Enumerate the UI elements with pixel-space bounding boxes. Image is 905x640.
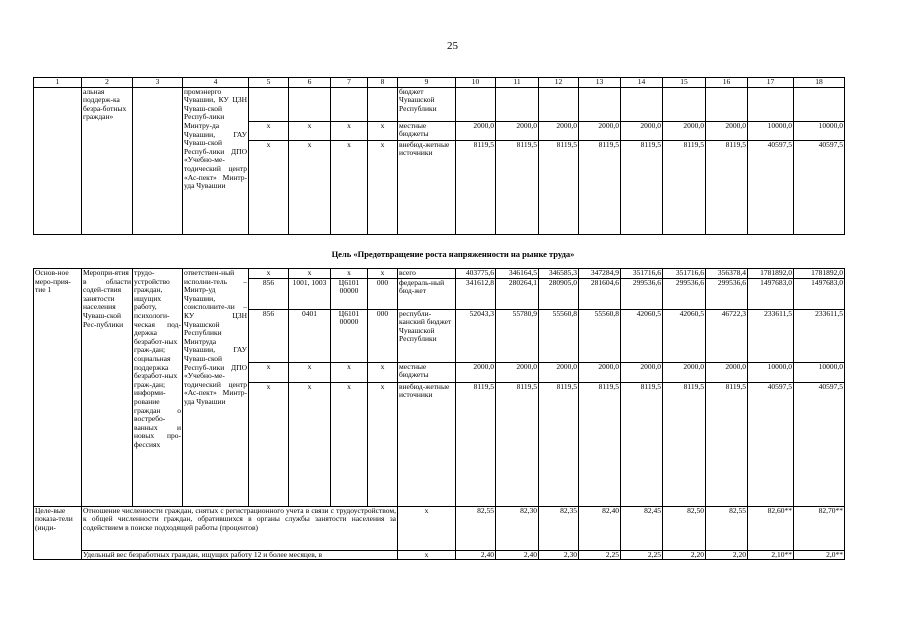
value-cell: 10000,0: [748, 362, 794, 382]
value-cell: [748, 87, 794, 121]
value-cell: 10000,0: [748, 121, 794, 140]
header-cell: 7: [331, 78, 368, 88]
value-cell: 2,20: [663, 550, 706, 560]
table-cell: [133, 87, 183, 234]
value-cell: 2000,0: [706, 121, 748, 140]
value-cell: [663, 87, 706, 121]
table-cell: х: [289, 269, 331, 279]
value-cell: 2000,0: [663, 121, 706, 140]
table-cell: х: [249, 140, 289, 234]
value-cell: 281604,6: [579, 278, 621, 309]
table-cell: х: [368, 140, 398, 234]
value-cell: [706, 87, 748, 121]
table-cell: х: [289, 140, 331, 234]
value-cell: 8119,5: [539, 140, 579, 234]
table-cell: Ц6101 00000: [331, 309, 368, 362]
executors-cell: ответствен-ный исполни-тель – Минтр-уд Чувашии, соисполните-ли – КУ ЦЗН Чувашской Республики Минтруда Чувашии, ГАУ Чуваш-ской Респуб-лики ДПО «Учебно-ме-тодический центр «Ас-пект» Минтр-уда Чувашии: [183, 269, 249, 507]
value-cell: 82,50: [663, 506, 706, 550]
value-cell: 2000,0: [496, 362, 539, 382]
header-cell: 15: [663, 78, 706, 88]
value-cell: 8119,5: [663, 140, 706, 234]
value-cell: 8119,5: [579, 382, 621, 506]
measure-name-cell: Меропри-ятия в области содей-ствия занятости населения Чуваш-ской Рес-публики: [82, 269, 133, 507]
table-cell: 856: [249, 278, 289, 309]
value-cell: 8119,5: [621, 140, 663, 234]
page-number: 25: [447, 40, 458, 52]
table-cell: х: [368, 382, 398, 506]
value-cell: 8119,5: [621, 382, 663, 506]
source-cell: внебюд-жетные источники: [398, 140, 456, 234]
value-cell: 8119,5: [496, 382, 539, 506]
section-heading: Цель «Предотвращение роста напряженности на рынке труда»: [331, 249, 575, 259]
value-cell: 280905,0: [539, 278, 579, 309]
value-cell: 280264,1: [496, 278, 539, 309]
value-cell: 2000,0: [663, 362, 706, 382]
value-cell: [621, 87, 663, 121]
header-cell: 13: [579, 78, 621, 88]
value-cell: 233611,5: [748, 309, 794, 362]
source-cell: всего: [398, 269, 456, 279]
table-cell: х: [331, 382, 368, 506]
value-cell: [539, 87, 579, 121]
value-cell: 40597,5: [748, 382, 794, 506]
value-cell: 2000,0: [621, 121, 663, 140]
header-cell: 18: [794, 78, 845, 88]
value-cell: 2000,0: [496, 121, 539, 140]
value-cell: 46722,3: [706, 309, 748, 362]
value-cell: 346164,5: [496, 269, 539, 279]
table-cell: х: [289, 382, 331, 506]
measure-name-cell: альная поддерж-ка безра-ботных граждан»: [82, 87, 133, 234]
value-cell: 40597,5: [748, 140, 794, 234]
value-cell: 2000,0: [456, 121, 496, 140]
value-cell: 82,30: [496, 506, 539, 550]
value-cell: 1781892,0: [748, 269, 794, 279]
value-cell: 299536,6: [621, 278, 663, 309]
value-cell: 1497683,0: [794, 278, 845, 309]
source-cell: внебюд-жетные источники: [398, 382, 456, 506]
table-cell: х: [331, 269, 368, 279]
table-cell: х: [368, 121, 398, 140]
source-cell: местные бюджеты: [398, 362, 456, 382]
value-cell: 403775,6: [456, 269, 496, 279]
value-cell: 2,40: [496, 550, 539, 560]
table-cell: 000: [368, 278, 398, 309]
table-cell: х: [398, 506, 456, 550]
table-cell: [331, 87, 368, 121]
header-cell: 12: [539, 78, 579, 88]
table-cell: 856: [249, 309, 289, 362]
value-cell: 2000,0: [539, 121, 579, 140]
table-cell: 000: [368, 309, 398, 362]
value-cell: 2000,0: [539, 362, 579, 382]
header-cell: 14: [621, 78, 663, 88]
table-cell: 1001, 1003: [289, 278, 331, 309]
value-cell: 299536,6: [706, 278, 748, 309]
value-cell: 8119,5: [539, 382, 579, 506]
value-cell: 8119,5: [579, 140, 621, 234]
table-cell: х: [331, 121, 368, 140]
value-cell: 356378,4: [706, 269, 748, 279]
program-table-top: [33, 77, 845, 235]
table-cell: х: [249, 362, 289, 382]
source-cell: федераль-ный бюд-жет: [398, 278, 456, 309]
table-cell: [34, 87, 82, 234]
table-cell: х: [249, 121, 289, 140]
value-cell: 2000,0: [579, 362, 621, 382]
table-cell: х: [368, 269, 398, 279]
table-cell: х: [398, 550, 456, 560]
value-cell: 10000,0: [794, 121, 845, 140]
table-cell: х: [249, 269, 289, 279]
header-cell: 17: [748, 78, 794, 88]
value-cell: 82,55: [456, 506, 496, 550]
value-cell: 8119,5: [706, 140, 748, 234]
indicator-row: [34, 506, 845, 550]
value-cell: 55780,9: [496, 309, 539, 362]
source-cell: бюджет Чувашской Республики: [398, 87, 456, 121]
value-cell: 82,60**: [748, 506, 794, 550]
indicator-row: [34, 550, 845, 560]
value-cell: 55560,8: [579, 309, 621, 362]
value-cell: 2,20: [706, 550, 748, 560]
value-cell: 1497683,0: [748, 278, 794, 309]
value-cell: 351716,6: [621, 269, 663, 279]
header-cell: 10: [456, 78, 496, 88]
value-cell: 82,70**: [794, 506, 845, 550]
indicator-text-cell: Отношение численности граждан, снятых с регистрационного учета в связи с трудоустройством, к общей численности граждан, обратившихся в органы службы занятости населения за содействием в поиске подходящей работы (процентов): [82, 506, 398, 550]
value-cell: 299536,6: [663, 278, 706, 309]
value-cell: 2,25: [579, 550, 621, 560]
header-cell: 2: [82, 78, 133, 88]
value-cell: 351716,6: [663, 269, 706, 279]
value-cell: 55560,8: [539, 309, 579, 362]
value-cell: 40597,5: [794, 140, 845, 234]
value-cell: 233611,5: [794, 309, 845, 362]
value-cell: 8119,5: [496, 140, 539, 234]
value-cell: 2,10**: [748, 550, 794, 560]
program-table-bottom: [33, 268, 845, 560]
value-cell: 82,40: [579, 506, 621, 550]
header-cell: 6: [289, 78, 331, 88]
table-cell: х: [331, 362, 368, 382]
main-activity-cell: Основ-ное меро-прия-тие 1: [34, 269, 82, 507]
value-cell: [456, 87, 496, 121]
value-cell: 2000,0: [621, 362, 663, 382]
value-cell: 2,40: [456, 550, 496, 560]
value-cell: 2000,0: [456, 362, 496, 382]
value-cell: 2,30: [539, 550, 579, 560]
header-cell: 9: [398, 78, 456, 88]
value-cell: 42060,5: [621, 309, 663, 362]
table-cell: [368, 87, 398, 121]
value-cell: 10000,0: [794, 362, 845, 382]
value-cell: 341612,8: [456, 278, 496, 309]
header-cell: 3: [133, 78, 183, 88]
header-cell: 11: [496, 78, 539, 88]
header-row: [34, 78, 845, 88]
indicator-text-cell: Удельный вес безработных граждан, ищущих работу 12 и более месяцев, в: [82, 550, 398, 560]
value-cell: 2,25: [621, 550, 663, 560]
table-cell: Ц6101 00000: [331, 278, 368, 309]
table-cell: х: [249, 382, 289, 506]
value-cell: 82,45: [621, 506, 663, 550]
table-cell: 0401: [289, 309, 331, 362]
source-cell: местные бюджеты: [398, 121, 456, 140]
executors-cell: промэнерго Чувашии, КУ ЦЗН Чуваш-ской Респуб-лики Минтру-да Чувашии, ГАУ Чуваш-ской Респуб-лики ДПО «Учебно-ме-тодический центр «Ас-пект» Минтр-уда Чувашии: [183, 87, 249, 234]
table-row: [34, 269, 845, 279]
value-cell: 1781892,0: [794, 269, 845, 279]
description-cell: трудо-устройство граждан, ищущих работу, психологи-ческая под-держка безработ-ных граж-дан; социальная поддержка безработ-ных граж-дан; информи-рование граждан о востребо-ванных и новых про-фессиях: [133, 269, 183, 507]
table-row: [34, 87, 845, 121]
value-cell: 8119,5: [663, 382, 706, 506]
value-cell: 42060,5: [663, 309, 706, 362]
table-cell: х: [289, 121, 331, 140]
value-cell: 2000,0: [579, 121, 621, 140]
value-cell: [496, 87, 539, 121]
indicators-label-cell: Целе-вые показа-тели (инди-: [34, 506, 82, 560]
table-cell: [249, 87, 289, 121]
value-cell: 346585,3: [539, 269, 579, 279]
header-cell: 5: [249, 78, 289, 88]
table-cell: х: [331, 140, 368, 234]
value-cell: 8119,5: [456, 140, 496, 234]
value-cell: 52043,3: [456, 309, 496, 362]
value-cell: 347284,9: [579, 269, 621, 279]
value-cell: 82,55: [706, 506, 748, 550]
header-cell: 8: [368, 78, 398, 88]
header-cell: 1: [34, 78, 82, 88]
source-cell: республи-канский бюджет Чувашской Республики: [398, 309, 456, 362]
value-cell: [579, 87, 621, 121]
value-cell: [794, 87, 845, 121]
header-cell: 4: [183, 78, 249, 88]
table-cell: [289, 87, 331, 121]
value-cell: 8119,5: [706, 382, 748, 506]
value-cell: 8119,5: [456, 382, 496, 506]
table-cell: х: [289, 362, 331, 382]
value-cell: 2000,0: [706, 362, 748, 382]
header-cell: 16: [706, 78, 748, 88]
value-cell: 82,35: [539, 506, 579, 550]
value-cell: 40597,5: [794, 382, 845, 506]
table-cell: х: [368, 362, 398, 382]
value-cell: 2,0**: [794, 550, 845, 560]
